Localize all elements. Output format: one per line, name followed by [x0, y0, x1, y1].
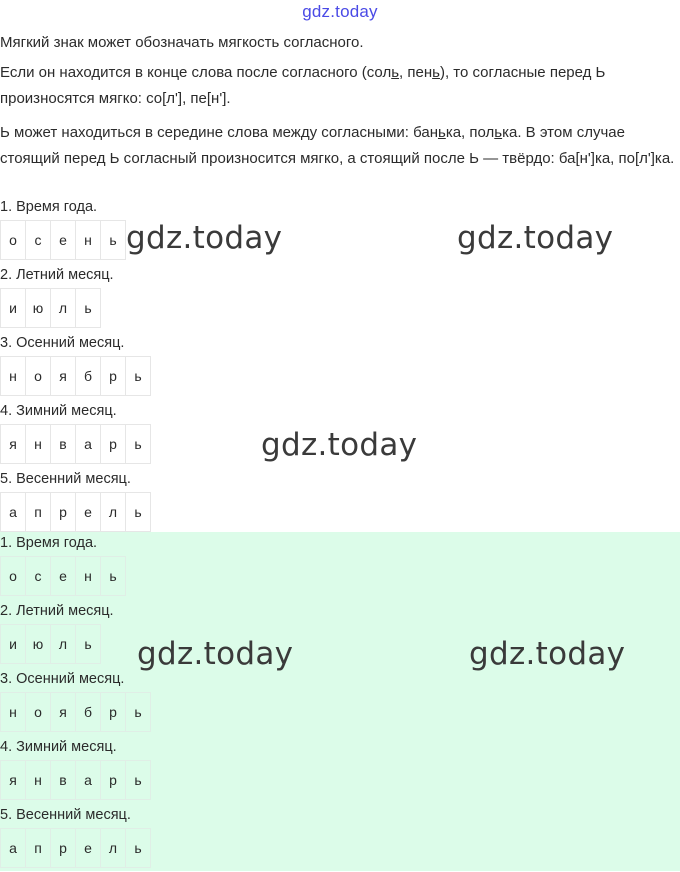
letter-cell: о — [0, 556, 26, 596]
letter-cells — [0, 692, 150, 732]
answer-block-2 — [0, 532, 680, 871]
letter-cell: а — [75, 760, 101, 800]
letter-cell: л — [50, 624, 76, 664]
letter-cell: е — [75, 492, 101, 532]
letter-cells — [0, 828, 150, 868]
letter-cell: н — [0, 356, 26, 396]
intro-paragraph-1: Мягкий знак может обозначать мягкость согласного. — [0, 34, 364, 51]
task-title: 4. Зимний месяц. — [0, 739, 117, 755]
letter-cell: с — [25, 220, 51, 260]
underlined-soft-sign: ь — [391, 64, 400, 81]
text-segment: , пен — [399, 64, 433, 81]
letter-cell: ь — [75, 624, 101, 664]
letter-cells — [0, 356, 150, 396]
letter-cell: я — [50, 356, 76, 396]
text-segment: ка, пол — [445, 124, 495, 141]
letter-cell: н — [75, 556, 101, 596]
watermark: gdz.today — [126, 220, 283, 256]
letter-cell: р — [100, 760, 126, 800]
watermark: gdz.today — [469, 636, 626, 672]
text-segment: Если он находится в конце слова после согласного (сол — [0, 64, 392, 81]
task-title: 3. Осенний месяц. — [0, 335, 125, 351]
letter-cell: ь — [75, 288, 101, 328]
letter-cells — [0, 424, 150, 464]
watermark: gdz.today — [457, 220, 614, 256]
task-item — [0, 804, 680, 872]
letter-cell: и — [0, 624, 26, 664]
letter-cell: ю — [25, 288, 51, 328]
task-title: 5. Весенний месяц. — [0, 807, 131, 823]
letter-cell: р — [100, 692, 126, 732]
task-item — [0, 668, 680, 736]
letter-cell: я — [0, 760, 26, 800]
letter-cell: р — [50, 492, 76, 532]
text-segment: ), то согласные перед Ь произносятся мягко: со[л'], пе[н']. — [0, 64, 606, 107]
letter-cell: я — [50, 692, 76, 732]
letter-cell: в — [50, 424, 76, 464]
letter-cell: ь — [100, 556, 126, 596]
underlined-soft-sign: ь — [432, 64, 440, 81]
letter-cell: ь — [125, 424, 151, 464]
letter-cell: ь — [125, 828, 151, 868]
letter-cell: л — [100, 492, 126, 532]
letter-cell: р — [100, 424, 126, 464]
task-item — [0, 332, 680, 400]
watermark: gdz.today — [137, 636, 294, 672]
task-title: 3. Осенний месяц. — [0, 671, 125, 687]
letter-cell: в — [50, 760, 76, 800]
letter-cell: о — [25, 692, 51, 732]
letter-cell: н — [25, 424, 51, 464]
letter-cell: ь — [125, 692, 151, 732]
letter-cells — [0, 624, 100, 664]
letter-cell: б — [75, 356, 101, 396]
letter-cell: а — [0, 492, 26, 532]
watermark: gdz.today — [261, 427, 418, 463]
task-title: 1. Время года. — [0, 199, 98, 215]
task-item — [0, 468, 680, 536]
letter-cell: л — [50, 288, 76, 328]
letter-cell: е — [50, 556, 76, 596]
task-item — [0, 736, 680, 804]
letter-cell: я — [0, 424, 26, 464]
task-title: 1. Время года. — [0, 535, 98, 551]
letter-cell: б — [75, 692, 101, 732]
letter-cells — [0, 220, 125, 260]
letter-cell: р — [50, 828, 76, 868]
task-title: 4. Зимний месяц. — [0, 403, 117, 419]
letter-cell: о — [25, 356, 51, 396]
letter-cell: и — [0, 288, 26, 328]
task-item — [0, 532, 680, 600]
task-title: 2. Летний месяц. — [0, 603, 114, 619]
letter-cell: н — [75, 220, 101, 260]
letter-cell: ь — [125, 356, 151, 396]
text-segment: ка. В этом случае стоящий перед Ь согласный произносится мягко, а стоящий после Ь — твёрдо: ба[н']ка, по[л']ка. — [0, 124, 675, 167]
letter-cell: с — [25, 556, 51, 596]
letter-cell: п — [25, 492, 51, 532]
letter-cells — [0, 288, 100, 328]
letter-cells — [0, 556, 125, 596]
letter-cells — [0, 492, 150, 532]
letter-cell: о — [0, 220, 26, 260]
letter-cell: ю — [25, 624, 51, 664]
letter-cell: ь — [125, 760, 151, 800]
underlined-soft-sign: ь — [494, 124, 503, 141]
letter-cell: л — [100, 828, 126, 868]
letter-cell: е — [50, 220, 76, 260]
letter-cell: р — [100, 356, 126, 396]
letter-cell: ь — [100, 220, 126, 260]
letter-cell: а — [75, 424, 101, 464]
letter-cell: п — [25, 828, 51, 868]
letter-cells — [0, 760, 150, 800]
letter-cell: а — [0, 828, 26, 868]
task-title: 5. Весенний месяц. — [0, 471, 131, 487]
task-item — [0, 264, 680, 332]
letter-cell: н — [0, 692, 26, 732]
letter-cell: н — [25, 760, 51, 800]
letter-cell: ь — [125, 492, 151, 532]
underlined-soft-sign: ь — [437, 124, 446, 141]
letter-cell: е — [75, 828, 101, 868]
text-segment: Ь может находиться в середине слова между согласными: бан — [0, 124, 438, 141]
site-logo[interactable]: gdz.today — [302, 2, 378, 21]
intro-paragraph-2 — [0, 60, 680, 112]
intro-paragraph-3 — [0, 120, 680, 172]
task-title: 2. Летний месяц. — [0, 267, 114, 283]
intro-text — [0, 30, 680, 180]
